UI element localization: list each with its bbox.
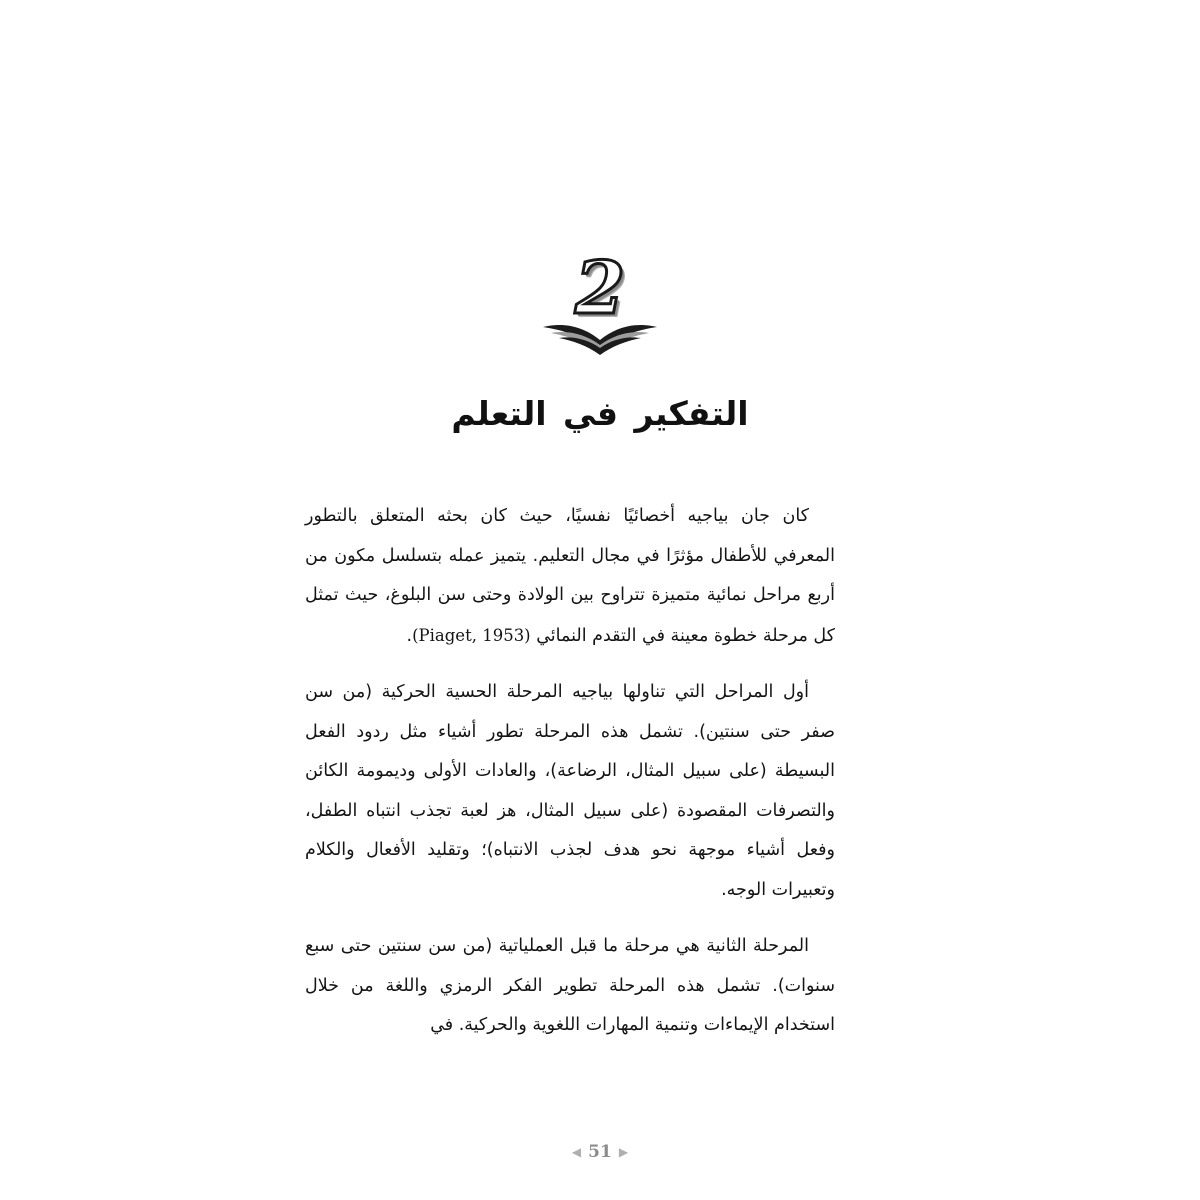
paragraph-text: كان جان بياجيه أخصائيًا نفسيًا، حيث كان بحثه المتعلق بالتطور المعرفي للأطفال مؤثرًا في مجال التعليم. يتميز عمله بتسلسل مكون من أربع مراحل نمائية متميزة تتراوح بين الولادة وحتى سن البلوغ، حيث تمثل كل مرحلة خطوة معينة في التقدم النمائي [305, 506, 835, 646]
body-text [305, 497, 835, 1046]
chapter-number-graphic [525, 245, 675, 358]
left-triangle-icon: ◀ [571, 1144, 582, 1159]
chapter-ornament [0, 245, 1200, 362]
chapter-number: 2 [574, 245, 626, 330]
open-book-icon [541, 318, 659, 362]
citation-piaget: (Piaget, 1953) [412, 625, 531, 645]
paragraph [305, 497, 835, 656]
paragraph: المرحلة الثانية هي مرحلة ما قبل العملياتية (من سن سنتين حتى سبع سنوات). تشمل هذه المرحلة تطوير الفكر الرمزي واللغة من خلال استخدام الإيماءات وتنمية المهارات اللغوية والحركية. في [305, 936, 835, 1035]
chapter-title: التفكير في التعلم [451, 394, 749, 434]
paragraph: أول المراحل التي تناولها بياجيه المرحلة الحسية الحركية (من سن صفر حتى سنتين). تشمل هذه المرحلة تطور أشياء مثل ردود الفعل البسيطة (على سبيل المثال، الرضاعة)، والعادات الأولى وديمومة الكائن والتصرفات المقصودة (على سبيل المثال، هز لعبة تجذب انتباه الطفل، وفعل أشياء موجهة نحو هدف لجذب الانتباه)؛ وتقليد الأفعال والكلام وتعبيرات الوجه. [305, 682, 835, 900]
page-footer [0, 1140, 1200, 1163]
right-triangle-icon: ▶ [618, 1144, 629, 1159]
page-number: 51 [588, 1141, 612, 1162]
paragraph-text-tail: . [406, 625, 413, 646]
